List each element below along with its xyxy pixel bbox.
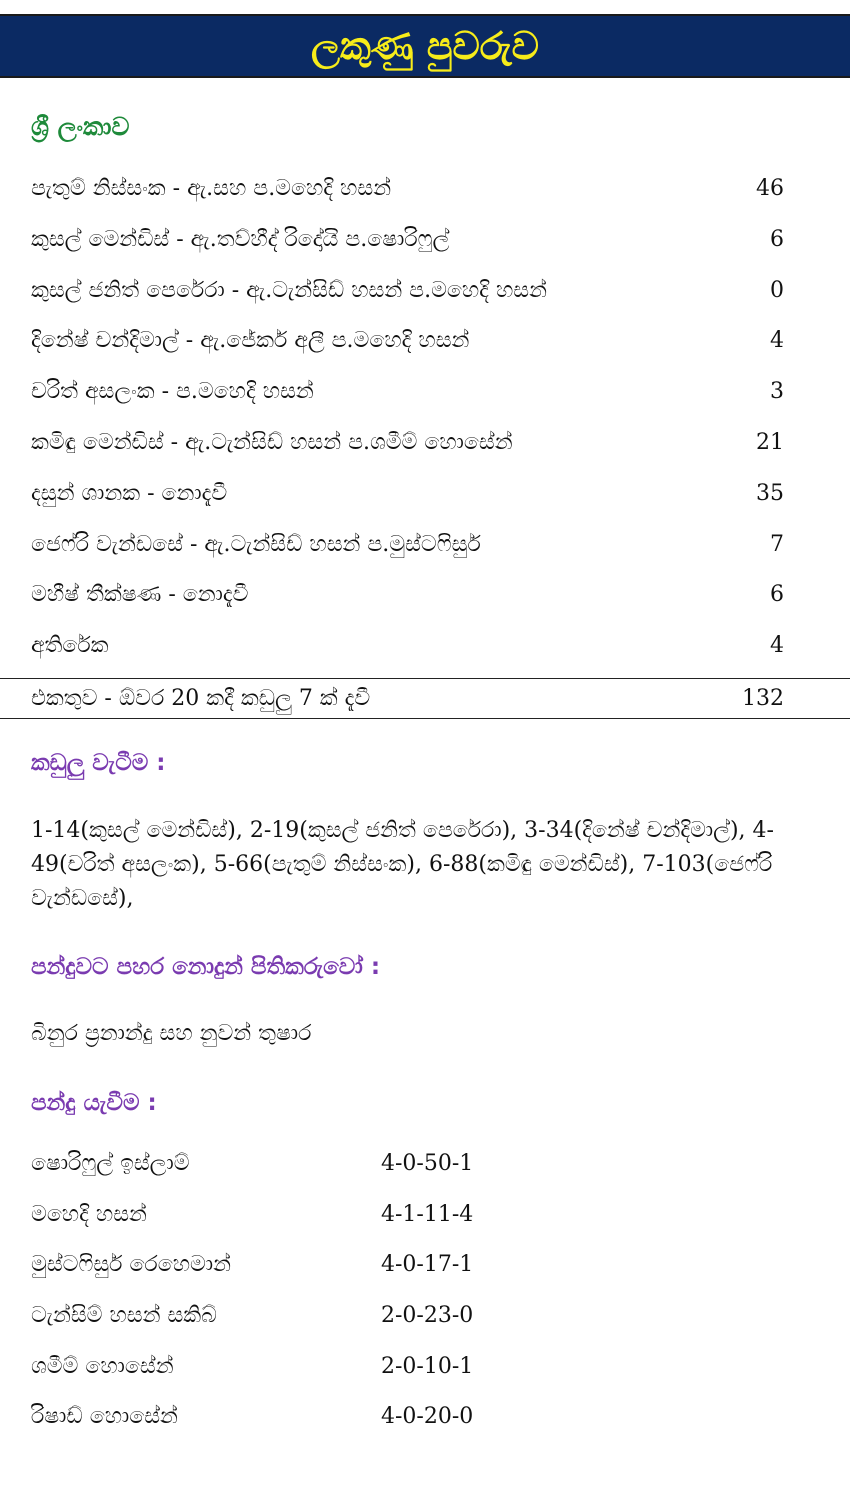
bowling-row <box>31 1295 501 1335</box>
bowler-figures: 4-0-50-1 <box>381 1151 474 1176</box>
batter-dismissal: මහීෂ් තීක්ෂණ - නොදැවී <box>31 582 249 607</box>
batting-row <box>31 524 784 564</box>
batting-row <box>31 422 784 462</box>
batting-row <box>31 320 784 360</box>
batting-row <box>31 371 784 411</box>
bowling-row <box>31 1396 501 1436</box>
bowling-row <box>31 1346 501 1386</box>
bowler-figures: 4-0-20-0 <box>381 1404 474 1429</box>
batter-runs: 6 <box>770 227 784 252</box>
batter-dismissal: දිනේෂ් චන්දිමාල් - ඇ.ජේකර් අලී ප.මහෙදි හසන් <box>31 328 470 353</box>
bowler-name: මුස්ටෆිසුර් රෙහෙමාන් <box>31 1252 231 1277</box>
batter-dismissal: දසුන් ශානක - නොදැවී <box>31 481 228 506</box>
bowler-name: මහෙදි හසන් <box>31 1202 147 1227</box>
batter-dismissal: පැතුම් නිස්සංක - ඇ.සහ ප.මහෙදි හසන් <box>31 176 392 201</box>
batter-runs: 0 <box>770 278 784 303</box>
batter-runs: 3 <box>770 379 784 404</box>
bowling-row <box>31 1244 501 1284</box>
batting-row <box>31 168 784 208</box>
batter-runs: 46 <box>756 176 784 201</box>
bowling-row <box>31 1143 501 1183</box>
batter-runs: 6 <box>770 582 784 607</box>
batter-dismissal: ජෙෆ්රි වැන්ඩසේ - ඇ.ටැන්සිඩ් හසන් ප.මුස්ටෆිසුර් <box>31 532 481 557</box>
batter-dismissal: කුසල් මෙන්ඩිස් - ඇ.තව්හීද් රිදෝයි ප.ෂොරිෆුල් <box>31 227 450 252</box>
batter-runs: 21 <box>756 430 784 455</box>
bowling-heading: පන්දු යැවීම : <box>31 1090 157 1116</box>
batter-runs: 4 <box>770 328 784 353</box>
batter-runs: 35 <box>756 481 784 506</box>
bowler-name: ටැන්සිම් හසන් සකිබ් <box>31 1303 217 1328</box>
page-title: ලකුණු පුවරුව <box>311 23 539 68</box>
bowler-figures: 2-0-10-1 <box>381 1354 474 1379</box>
title-banner <box>0 14 850 78</box>
fall-of-wickets-heading: කඩුලු වැටීම : <box>31 750 166 776</box>
batter-runs: 7 <box>770 532 784 557</box>
batter-dismissal: කුසල් ජනිත් පෙරේරා - ඇ.ටැන්සිඩ් හසන් ප.මහෙදි හසන් <box>31 278 547 303</box>
fall-of-wickets-text: 1-14(කුසල් මෙන්ඩිස්), 2-19(කුසල් ජනිත් පෙරේරා), 3-34(දිනේෂ් චන්දිමාල්), 4-49(චරිත් අසලංක), 5-66(පැතුම් නිස්සංක), 6-88(කමිඳු මෙන්ඩිස්), 7-103(ජෙෆ්රි වැන්ඩසේ), <box>31 818 774 911</box>
extras-row <box>31 625 784 665</box>
did-not-bat-text: බිනුර ප්‍රනාන්දු සහ නුවන් තුෂාර <box>31 1021 312 1046</box>
batting-row <box>31 270 784 310</box>
did-not-bat-heading: පන්දුවට පහර නොදුන් පිතිකරුවෝ : <box>31 954 381 980</box>
bowler-name: රිෂාඩ් හොසේන් <box>31 1404 178 1429</box>
bowler-figures: 2-0-23-0 <box>381 1303 474 1328</box>
bowling-row <box>31 1194 501 1234</box>
total-label: එකතුව - ඕවර 20 කදී කඩුලු 7 ක් දැවී <box>31 686 371 711</box>
total-runs: 132 <box>742 686 784 711</box>
extras-label: අතිරේක <box>31 633 109 658</box>
bowler-name: ශමීම් හොසේන් <box>31 1354 174 1379</box>
team-name: ශ්‍රී ලංකාව <box>31 112 130 141</box>
total-row <box>0 678 850 719</box>
batting-row <box>31 473 784 513</box>
batter-dismissal: චරිත් අසලංක - ප.මහෙදි හසන් <box>31 379 314 404</box>
extras-runs: 4 <box>770 633 784 658</box>
bowler-name: ෂොරිෆුල් ඉස්ලාම් <box>31 1151 190 1176</box>
bowler-figures: 4-0-17-1 <box>381 1252 474 1277</box>
batting-row <box>31 219 784 259</box>
bowler-figures: 4-1-11-4 <box>381 1202 474 1227</box>
batting-row <box>31 574 784 614</box>
batter-dismissal: කමිඳු මෙන්ඩිස් - ඇ.ටැන්සිඩ් හසන් ප.ශමීම් හොසේන් <box>31 430 513 455</box>
